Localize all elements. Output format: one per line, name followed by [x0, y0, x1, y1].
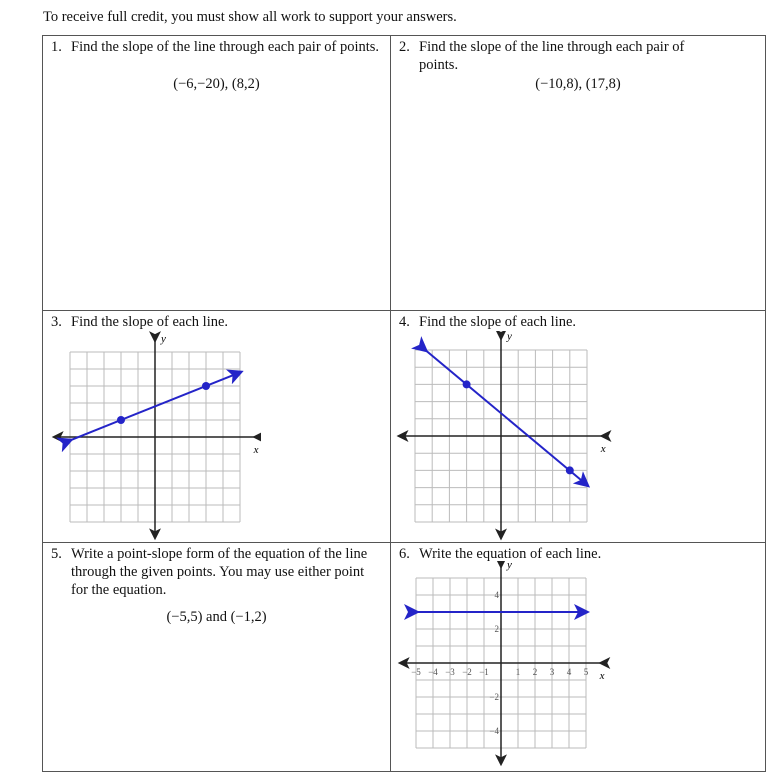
question-text: Write the equation of each line.	[419, 546, 602, 562]
x-axis-label: x	[599, 670, 605, 682]
question-5	[42, 542, 391, 772]
y-axis-label: y	[507, 561, 512, 571]
x-axis-label: x	[253, 444, 259, 456]
data-point	[566, 466, 574, 474]
question-text: Write a point-slope form of the equation of the line through the given points. You may use either point for the equation.	[71, 546, 368, 598]
question-text: Find the slope of each line.	[419, 314, 577, 330]
x-tick-label: −3	[445, 667, 455, 677]
data-point	[117, 416, 125, 424]
x-axis-label: x	[600, 443, 606, 455]
given-points: (−10,8), (17,8)	[535, 76, 621, 92]
question-number: 5.	[51, 546, 62, 562]
instructions: To receive full credit, you must show all work to support your answers.	[43, 9, 457, 25]
graph-3	[51, 331, 261, 541]
question-text: Find the slope of the line through each pair of points.	[419, 39, 685, 73]
question-number: 3.	[51, 314, 62, 330]
question-number: 1.	[51, 39, 62, 55]
question-2	[390, 35, 766, 311]
question-1	[42, 35, 391, 311]
y-axis-label: y	[161, 332, 166, 345]
question-text: Find the slope of the line through each pair of points.	[71, 39, 380, 55]
question-number: 4.	[399, 314, 410, 330]
given-points: (−5,5) and (−1,2)	[166, 609, 267, 625]
x-tick-label: 2	[532, 667, 538, 677]
y-axis-label: y	[507, 331, 512, 343]
question-6	[390, 542, 766, 772]
data-point	[202, 382, 210, 390]
question-3	[42, 310, 391, 543]
question-number: 2.	[399, 39, 410, 55]
x-tick-label: −4	[428, 667, 438, 677]
y-tick-label: 4	[494, 590, 499, 600]
x-tick-label: 1	[515, 667, 521, 677]
x-tick-label: 5	[583, 667, 589, 677]
x-tick-label: 4	[566, 667, 572, 677]
y-tick-label: −4	[489, 726, 499, 736]
x-tick-label: 3	[549, 667, 555, 677]
question-text: Find the slope of each line.	[71, 314, 229, 330]
y-tick-label: −2	[489, 692, 499, 702]
graph-6	[396, 561, 621, 773]
y-tick-label: 2	[494, 624, 499, 634]
question-4	[390, 310, 766, 543]
given-points: (−6,−20), (8,2)	[173, 76, 260, 92]
x-tick-label: −5	[411, 667, 421, 677]
question-number: 6.	[399, 546, 410, 562]
data-point	[463, 380, 471, 388]
x-tick-label: −2	[462, 667, 472, 677]
x-tick-label: −1	[479, 667, 489, 677]
graph-4	[396, 331, 621, 541]
